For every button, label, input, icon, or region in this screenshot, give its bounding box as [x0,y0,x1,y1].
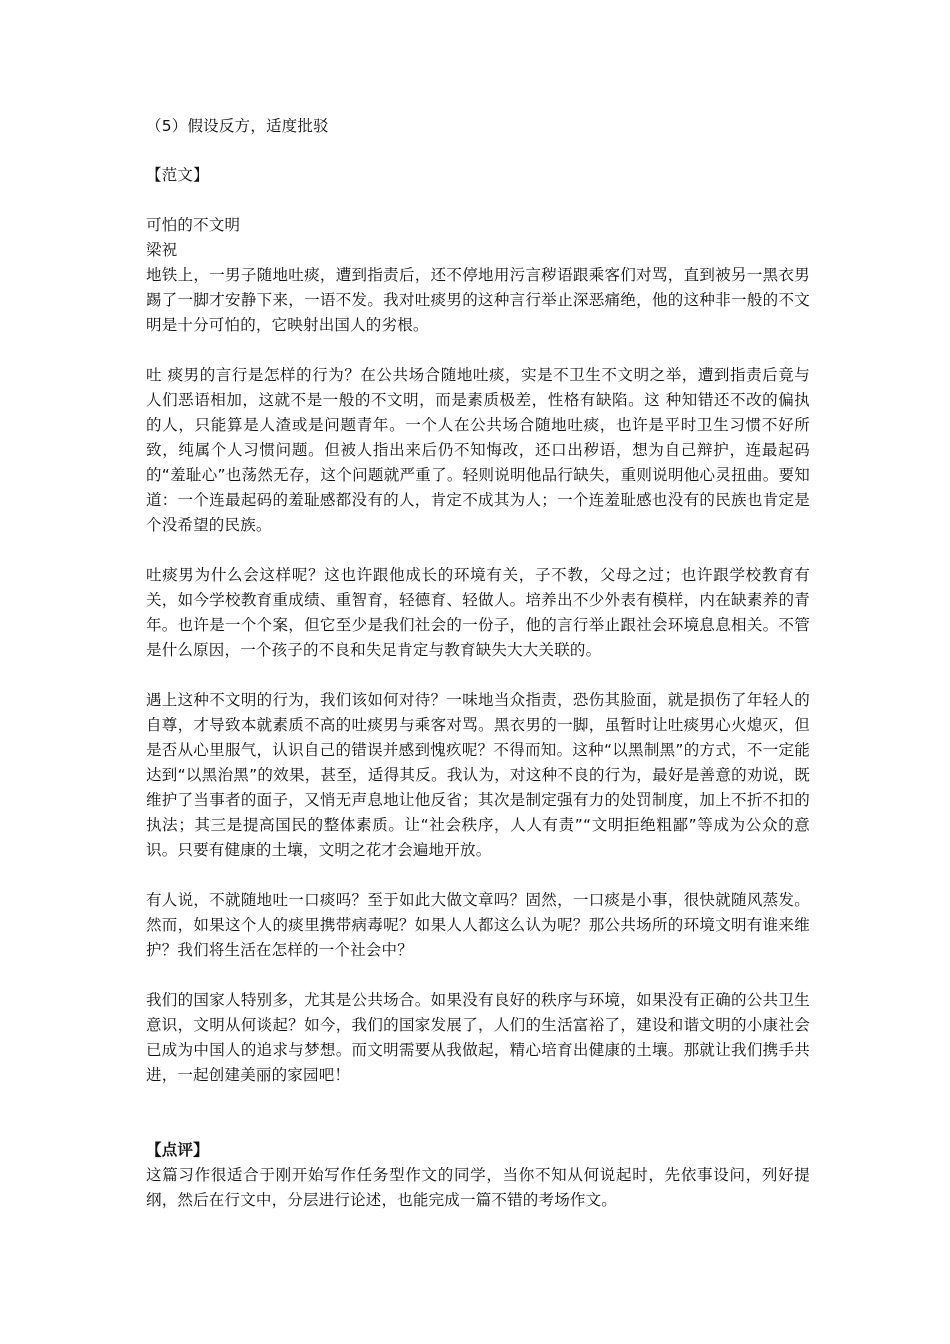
essay-paragraph-1: 地铁上，一男子随地吐痰，遭到指责后，还不停地用污言秽语跟乘客们对骂，直到被另一黑衣男踢了一脚才安静下来，一语不发。我对吐痰男的这种言行举止深恶痛绝，他的这种非一般的不文明是十分可怕的，它映射出国人的劣根。 [146,266,810,334]
essay-author: 梁祝 [146,241,178,259]
essay-paragraph-2: 吐 痰男的言行是怎样的行为？在公共场合随地吐痰，实是不卫生不文明之举，遭到指责后竟与人们恶语相加，这就不是一般的不文明，而是素质极差，性格有缺陷。这 种知错还不改的偏执的人，只能算是人渣或是问题青年。一个人在公共场合随地吐痰，也许是平时卫生习惯不好所致，纯属个人习惯问题。但被人指出来后仍不知悔改，还口出秽语，想为自己辩护，连最起码的“羞耻心”也荡然无存，这个问题就严重了。轻则说明他品行缺失，重则说明他心灵扭曲。要知道：一个连最起码的羞耻感都没有的人，肯定不成其为人；一个连羞耻感也没有的民族也肯定是个没希望的民族。 [146,366,810,534]
sample-essay-label: 【范文】 [146,166,209,184]
step-heading: （5）假设反方，适度批驳 [146,117,329,135]
essay-paragraph-6: 我们的国家人特别多，尤其是公共场合。如果没有良好的秩序与环境，如果没有正确的公共卫生意识，文明从何谈起？如今，我们的国家发展了，人们的生活富裕了，建设和谐文明的小康社会已成为中国人的追求与梦想。而文明需要从我做起，精心培育出健康的土壤。那就让我们携手共进，一起创建美丽的家园吧！ [146,991,810,1084]
comment-text: 这篇习作很适合于刚开始写作任务型作文的同学，当你不知从何说起时，先依事设问，列好提纲，然后在行文中，分层进行论述，也能完成一篇不错的考场作文。 [146,1166,810,1209]
comment-label: 【点评】 [146,1141,209,1159]
essay-paragraph-4: 遇上这种不文明的行为，我们该如何对待？一味地当众指责，恐伤其脸面，就是损伤了年轻人的自尊，才导致本就素质不高的吐痰男与乘客对骂。黑衣男的一脚，虽暂时让吐痰男心火熄灭，但是否从心里服气，认识自己的错误并感到愧疚呢？不得而知。这种“以黑制黑”的方式，不一定能达到“以黑治黑”的效果，甚至，适得其反。我认为，对这种不良的行为，最好是善意的劝说，既维护了当事者的面子，又悄无声息地让他反省；其次是制定强有力的处罚制度，加上不折不扣的执法；其三是提高国民的整体素质。让“社会秩序，人人有责”“文明拒绝粗鄙”等成为公众的意识。只要有健康的土壤，文明之花才会遍地开放。 [146,691,810,859]
essay-title: 可怕的不文明 [146,216,241,234]
essay-paragraph-5: 有人说，不就随地吐一口痰吗？至于如此大做文章吗？固然，一口痰是小事，很快就随风蒸发。然而，如果这个人的痰里携带病毒呢？如果人人都这么认为呢？那公共场所的环境文明有谁来维护？我们将生活在怎样的一个社会中？ [146,891,810,959]
essay-paragraph-3: 吐痰男为什么会这样呢？这也许跟他成长的环境有关，子不教，父母之过；也许跟学校教育有关，如今学校教育重成绩、重智育，轻德育、轻做人。培养出不少外表有模样，内在缺素养的青年。也许是一个个案，但它至少是我们社会的一份子，他的言行举止跟社会环境息息相关。不管是什么原因，一个孩子的不良和失足肯定与教育缺失大大关联的。 [146,566,810,659]
